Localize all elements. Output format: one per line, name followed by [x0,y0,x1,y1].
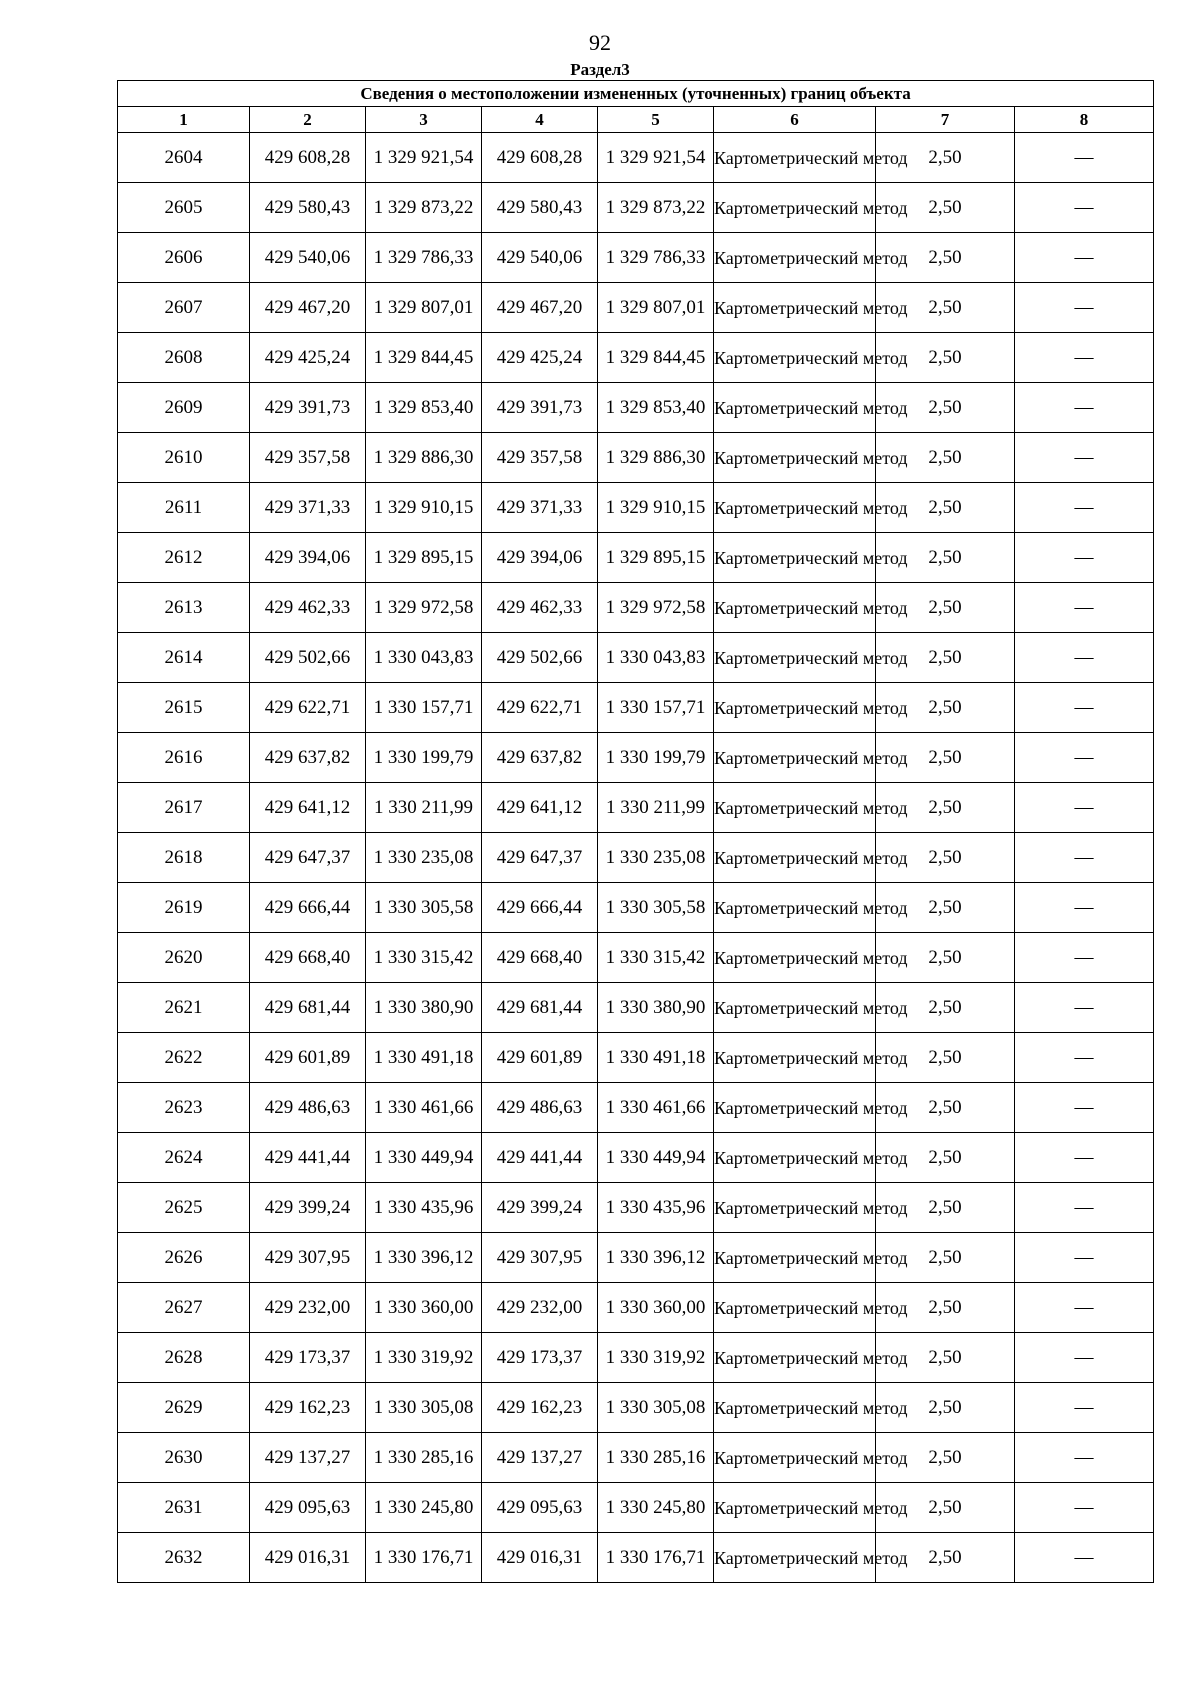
method-cell: Картометрический метод [714,383,876,433]
table-row [118,133,1154,183]
method-cell: Картометрический метод [714,1483,876,1533]
table-row [118,683,1154,733]
y-refined-cell: 1 330 319,92 [598,1333,714,1383]
method-cell: Картометрический метод [714,1533,876,1583]
accuracy-cell: 2,50 [876,1033,1015,1083]
x-refined-cell: 429 668,40 [482,933,598,983]
y-refined-cell: 1 330 435,96 [598,1183,714,1233]
x-refined-cell: 429 307,95 [482,1233,598,1283]
y-existing-cell: 1 330 245,80 [366,1483,482,1533]
method-cell: Картометрический метод [714,983,876,1033]
note-cell: — [1015,1433,1154,1483]
y-refined-cell: 1 330 360,00 [598,1283,714,1333]
y-refined-cell: 1 329 972,58 [598,583,714,633]
y-existing-cell: 1 329 921,54 [366,133,482,183]
note-cell: — [1015,933,1154,983]
note-cell: — [1015,833,1154,883]
note-cell: — [1015,1333,1154,1383]
x-refined-cell: 429 601,89 [482,1033,598,1083]
note-cell: — [1015,983,1154,1033]
y-existing-cell: 1 330 043,83 [366,633,482,683]
table-body [118,133,1154,1583]
accuracy-cell: 2,50 [876,583,1015,633]
note-cell: — [1015,233,1154,283]
y-existing-cell: 1 330 235,08 [366,833,482,883]
x-refined-cell: 429 137,27 [482,1433,598,1483]
note-cell: — [1015,1483,1154,1533]
x-refined-cell: 429 608,28 [482,133,598,183]
y-refined-cell: 1 330 461,66 [598,1083,714,1133]
x-existing-cell: 429 467,20 [250,283,366,333]
x-existing-cell: 429 601,89 [250,1033,366,1083]
y-existing-cell: 1 329 972,58 [366,583,482,633]
point-number-cell: 2618 [118,833,250,883]
accuracy-cell: 2,50 [876,183,1015,233]
method-cell: Картометрический метод [714,1233,876,1283]
table-row [118,1433,1154,1483]
y-existing-cell: 1 330 199,79 [366,733,482,783]
method-cell: Картометрический метод [714,1283,876,1333]
y-refined-cell: 1 329 807,01 [598,283,714,333]
table-row [118,633,1154,683]
point-number-cell: 2620 [118,933,250,983]
x-existing-cell: 429 647,37 [250,833,366,883]
point-number-cell: 2607 [118,283,250,333]
x-existing-cell: 429 441,44 [250,1133,366,1183]
point-number-cell: 2629 [118,1383,250,1433]
method-cell: Картометрический метод [714,1033,876,1083]
x-refined-cell: 429 647,37 [482,833,598,883]
x-refined-cell: 429 502,66 [482,633,598,683]
note-cell: — [1015,733,1154,783]
column-header-8: 8 [1015,107,1154,133]
y-refined-cell: 1 329 910,15 [598,483,714,533]
y-existing-cell: 1 329 807,01 [366,283,482,333]
y-refined-cell: 1 330 380,90 [598,983,714,1033]
x-refined-cell: 429 622,71 [482,683,598,733]
accuracy-cell: 2,50 [876,233,1015,283]
x-existing-cell: 429 608,28 [250,133,366,183]
y-existing-cell: 1 329 886,30 [366,433,482,483]
accuracy-cell: 2,50 [876,933,1015,983]
table-row [118,1533,1154,1583]
table-row [118,1283,1154,1333]
x-refined-cell: 429 540,06 [482,233,598,283]
table-row [118,933,1154,983]
accuracy-cell: 2,50 [876,883,1015,933]
accuracy-cell: 2,50 [876,533,1015,583]
point-number-cell: 2626 [118,1233,250,1283]
y-existing-cell: 1 330 396,12 [366,1233,482,1283]
method-cell: Картометрический метод [714,1183,876,1233]
y-refined-cell: 1 330 305,58 [598,883,714,933]
x-refined-cell: 429 467,20 [482,283,598,333]
point-number-cell: 2613 [118,583,250,633]
method-cell: Картометрический метод [714,233,876,283]
note-cell: — [1015,583,1154,633]
y-existing-cell: 1 329 853,40 [366,383,482,433]
accuracy-cell: 2,50 [876,633,1015,683]
method-cell: Картометрический метод [714,283,876,333]
method-cell: Картометрический метод [714,883,876,933]
y-refined-cell: 1 329 895,15 [598,533,714,583]
x-refined-cell: 429 580,43 [482,183,598,233]
note-cell: — [1015,1283,1154,1333]
x-existing-cell: 429 641,12 [250,783,366,833]
table-row [118,483,1154,533]
method-cell: Картометрический метод [714,433,876,483]
point-number-cell: 2610 [118,433,250,483]
coordinates-table [117,80,1154,1583]
x-existing-cell: 429 137,27 [250,1433,366,1483]
x-refined-cell: 429 681,44 [482,983,598,1033]
x-existing-cell: 429 016,31 [250,1533,366,1583]
y-refined-cell: 1 330 211,99 [598,783,714,833]
y-refined-cell: 1 330 245,80 [598,1483,714,1533]
column-header-2: 2 [250,107,366,133]
x-existing-cell: 429 666,44 [250,883,366,933]
x-existing-cell: 429 580,43 [250,183,366,233]
method-cell: Картометрический метод [714,333,876,383]
y-existing-cell: 1 330 461,66 [366,1083,482,1133]
y-refined-cell: 1 329 844,45 [598,333,714,383]
accuracy-cell: 2,50 [876,483,1015,533]
column-header-row [118,107,1154,133]
accuracy-cell: 2,50 [876,1283,1015,1333]
y-existing-cell: 1 330 157,71 [366,683,482,733]
x-existing-cell: 429 095,63 [250,1483,366,1533]
table-row [118,983,1154,1033]
x-existing-cell: 429 162,23 [250,1383,366,1433]
y-refined-cell: 1 329 886,30 [598,433,714,483]
note-cell: — [1015,1133,1154,1183]
page-number: 92 [589,30,611,55]
accuracy-cell: 2,50 [876,983,1015,1033]
y-existing-cell: 1 330 435,96 [366,1183,482,1233]
x-refined-cell: 429 399,24 [482,1183,598,1233]
y-refined-cell: 1 330 157,71 [598,683,714,733]
table-row [118,833,1154,883]
method-cell: Картометрический метод [714,633,876,683]
y-refined-cell: 1 329 921,54 [598,133,714,183]
y-refined-cell: 1 330 043,83 [598,633,714,683]
y-existing-cell: 1 330 360,00 [366,1283,482,1333]
accuracy-cell: 2,50 [876,783,1015,833]
table-caption: Сведения о местоположении измененных (уточненных) границ объекта [118,81,1154,107]
note-cell: — [1015,433,1154,483]
note-cell: — [1015,333,1154,383]
note-cell: — [1015,283,1154,333]
point-number-cell: 2605 [118,183,250,233]
table-row [118,1133,1154,1183]
accuracy-cell: 2,50 [876,1333,1015,1383]
x-existing-cell: 429 307,95 [250,1233,366,1283]
point-number-cell: 2606 [118,233,250,283]
x-existing-cell: 429 394,06 [250,533,366,583]
y-existing-cell: 1 330 315,42 [366,933,482,983]
point-number-cell: 2630 [118,1433,250,1483]
accuracy-cell: 2,50 [876,1483,1015,1533]
point-number-cell: 2631 [118,1483,250,1533]
table-row [118,1383,1154,1433]
note-cell: — [1015,783,1154,833]
x-refined-cell: 429 486,63 [482,1083,598,1133]
column-header-3: 3 [366,107,482,133]
note-cell: — [1015,133,1154,183]
point-number-cell: 2611 [118,483,250,533]
y-refined-cell: 1 330 315,42 [598,933,714,983]
column-header-5: 5 [598,107,714,133]
table-row [118,1483,1154,1533]
x-refined-cell: 429 425,24 [482,333,598,383]
table-row [118,1233,1154,1283]
method-cell: Картометрический метод [714,733,876,783]
column-header-4: 4 [482,107,598,133]
x-refined-cell: 429 095,63 [482,1483,598,1533]
accuracy-cell: 2,50 [876,433,1015,483]
y-existing-cell: 1 330 319,92 [366,1333,482,1383]
x-refined-cell: 429 666,44 [482,883,598,933]
note-cell: — [1015,633,1154,683]
x-existing-cell: 429 681,44 [250,983,366,1033]
table-row [118,433,1154,483]
column-header-6: 6 [714,107,876,133]
x-refined-cell: 429 173,37 [482,1333,598,1383]
y-refined-cell: 1 330 235,08 [598,833,714,883]
table-row [118,383,1154,433]
y-refined-cell: 1 330 176,71 [598,1533,714,1583]
point-number-cell: 2621 [118,983,250,1033]
x-refined-cell: 429 357,58 [482,433,598,483]
y-existing-cell: 1 329 844,45 [366,333,482,383]
x-existing-cell: 429 668,40 [250,933,366,983]
y-refined-cell: 1 329 873,22 [598,183,714,233]
table-row [118,233,1154,283]
accuracy-cell: 2,50 [876,683,1015,733]
x-existing-cell: 429 622,71 [250,683,366,733]
point-number-cell: 2614 [118,633,250,683]
x-existing-cell: 429 232,00 [250,1283,366,1333]
y-refined-cell: 1 330 491,18 [598,1033,714,1083]
note-cell: — [1015,383,1154,433]
table-row [118,583,1154,633]
x-refined-cell: 429 637,82 [482,733,598,783]
accuracy-cell: 2,50 [876,1533,1015,1583]
y-refined-cell: 1 330 396,12 [598,1233,714,1283]
x-refined-cell: 429 391,73 [482,383,598,433]
y-refined-cell: 1 330 199,79 [598,733,714,783]
y-existing-cell: 1 330 305,08 [366,1383,482,1433]
note-cell: — [1015,1533,1154,1583]
x-existing-cell: 429 486,63 [250,1083,366,1133]
method-cell: Картометрический метод [714,1383,876,1433]
x-refined-cell: 429 162,23 [482,1383,598,1433]
y-refined-cell: 1 330 449,94 [598,1133,714,1183]
note-cell: — [1015,1233,1154,1283]
table-row [118,333,1154,383]
method-cell: Картометрический метод [714,683,876,733]
accuracy-cell: 2,50 [876,1083,1015,1133]
method-cell: Картометрический метод [714,783,876,833]
point-number-cell: 2604 [118,133,250,183]
accuracy-cell: 2,50 [876,383,1015,433]
accuracy-cell: 2,50 [876,1233,1015,1283]
accuracy-cell: 2,50 [876,1133,1015,1183]
note-cell: — [1015,1383,1154,1433]
column-header-1: 1 [118,107,250,133]
y-refined-cell: 1 330 285,16 [598,1433,714,1483]
accuracy-cell: 2,50 [876,133,1015,183]
accuracy-cell: 2,50 [876,283,1015,333]
point-number-cell: 2632 [118,1533,250,1583]
table-row [118,1333,1154,1383]
note-cell: — [1015,533,1154,583]
method-cell: Картометрический метод [714,1083,876,1133]
table-row [118,733,1154,783]
y-existing-cell: 1 329 786,33 [366,233,482,283]
point-number-cell: 2615 [118,683,250,733]
method-cell: Картометрический метод [714,133,876,183]
point-number-cell: 2612 [118,533,250,583]
point-number-cell: 2617 [118,783,250,833]
method-cell: Картометрический метод [714,1433,876,1483]
note-cell: — [1015,1033,1154,1083]
table-row [118,533,1154,583]
method-cell: Картометрический метод [714,533,876,583]
note-cell: — [1015,1183,1154,1233]
note-cell: — [1015,183,1154,233]
table-row [118,783,1154,833]
method-cell: Картометрический метод [714,933,876,983]
point-number-cell: 2608 [118,333,250,383]
point-number-cell: 2627 [118,1283,250,1333]
point-number-cell: 2628 [118,1333,250,1383]
x-refined-cell: 429 232,00 [482,1283,598,1333]
accuracy-cell: 2,50 [876,1183,1015,1233]
y-existing-cell: 1 330 449,94 [366,1133,482,1183]
accuracy-cell: 2,50 [876,1383,1015,1433]
y-existing-cell: 1 330 285,16 [366,1433,482,1483]
method-cell: Картометрический метод [714,1333,876,1383]
x-existing-cell: 429 462,33 [250,583,366,633]
column-header-7: 7 [876,107,1015,133]
x-existing-cell: 429 391,73 [250,383,366,433]
accuracy-cell: 2,50 [876,833,1015,883]
method-cell: Картометрический метод [714,833,876,883]
accuracy-cell: 2,50 [876,333,1015,383]
x-existing-cell: 429 371,33 [250,483,366,533]
x-existing-cell: 429 540,06 [250,233,366,283]
method-cell: Картометрический метод [714,1133,876,1183]
table-row [118,1183,1154,1233]
x-existing-cell: 429 399,24 [250,1183,366,1233]
y-refined-cell: 1 329 853,40 [598,383,714,433]
y-existing-cell: 1 329 910,15 [366,483,482,533]
x-existing-cell: 429 173,37 [250,1333,366,1383]
point-number-cell: 2616 [118,733,250,783]
x-refined-cell: 429 441,44 [482,1133,598,1183]
point-number-cell: 2625 [118,1183,250,1233]
x-refined-cell: 429 462,33 [482,583,598,633]
accuracy-cell: 2,50 [876,1433,1015,1483]
method-cell: Картометрический метод [714,483,876,533]
y-existing-cell: 1 330 380,90 [366,983,482,1033]
table-row [118,883,1154,933]
y-refined-cell: 1 330 305,08 [598,1383,714,1433]
section-title: Раздел3 [570,60,630,79]
y-existing-cell: 1 329 895,15 [366,533,482,583]
point-number-cell: 2619 [118,883,250,933]
x-refined-cell: 429 394,06 [482,533,598,583]
y-existing-cell: 1 330 176,71 [366,1533,482,1583]
x-refined-cell: 429 641,12 [482,783,598,833]
note-cell: — [1015,483,1154,533]
note-cell: — [1015,1083,1154,1133]
point-number-cell: 2622 [118,1033,250,1083]
note-cell: — [1015,683,1154,733]
y-existing-cell: 1 330 305,58 [366,883,482,933]
table-row [118,1033,1154,1083]
y-refined-cell: 1 329 786,33 [598,233,714,283]
x-refined-cell: 429 016,31 [482,1533,598,1583]
table-row [118,1083,1154,1133]
accuracy-cell: 2,50 [876,733,1015,783]
point-number-cell: 2609 [118,383,250,433]
x-existing-cell: 429 637,82 [250,733,366,783]
y-existing-cell: 1 330 211,99 [366,783,482,833]
table-row [118,283,1154,333]
y-existing-cell: 1 329 873,22 [366,183,482,233]
method-cell: Картометрический метод [714,183,876,233]
table-row [118,183,1154,233]
x-existing-cell: 429 357,58 [250,433,366,483]
method-cell: Картометрический метод [714,583,876,633]
point-number-cell: 2623 [118,1083,250,1133]
note-cell: — [1015,883,1154,933]
y-existing-cell: 1 330 491,18 [366,1033,482,1083]
x-existing-cell: 429 425,24 [250,333,366,383]
point-number-cell: 2624 [118,1133,250,1183]
x-existing-cell: 429 502,66 [250,633,366,683]
x-refined-cell: 429 371,33 [482,483,598,533]
